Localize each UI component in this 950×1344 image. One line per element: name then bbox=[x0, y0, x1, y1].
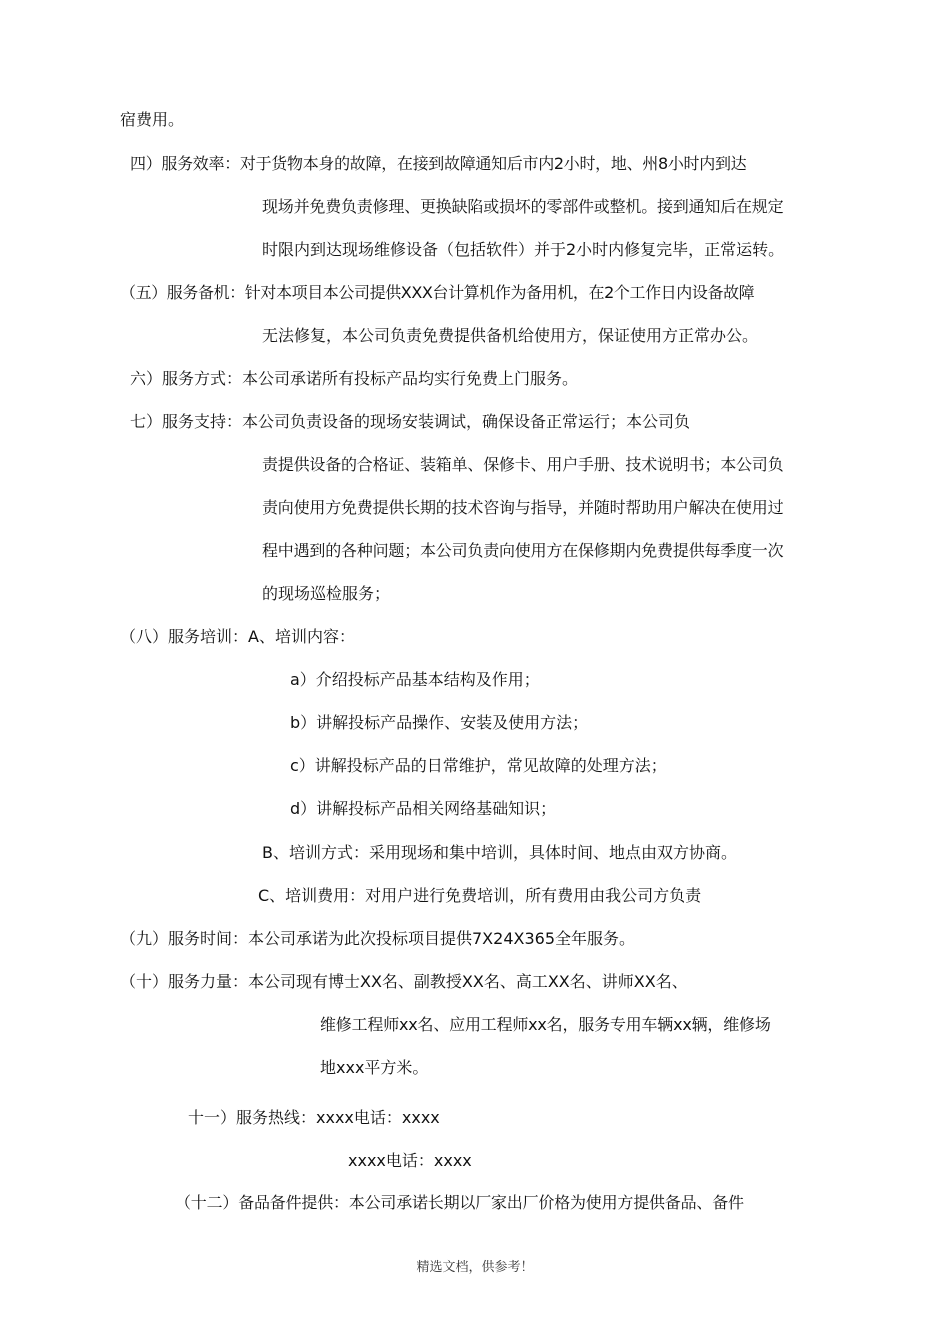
text-line-22: 维修工程师xx名、应用工程师xx名，服务专用车辆xx辆，维修场 bbox=[320, 1015, 771, 1034]
text-line-24: 十一）服务热线：xxxx电话：xxxx bbox=[188, 1108, 440, 1127]
text-line-18: B、培训方式：采用现场和集中培训，具体时间、地点由双方协商。 bbox=[262, 843, 737, 862]
text-line-25: xxxx电话：xxxx bbox=[348, 1151, 472, 1170]
text-line-2: 四）服务效率：对于货物本身的故障，在接到故障通知后市内2小时，地、州8小时内到达 bbox=[130, 154, 747, 173]
text-line-23: 地xxx平方米。 bbox=[320, 1058, 429, 1077]
text-line-6: 无法修复，本公司负责免费提供备机给使用方，保证使用方正常办公。 bbox=[262, 326, 759, 345]
text-line-5: （五）服务备机：针对本项目本公司提供XXX台计算机作为备用机，在2个工作日内设备故障 bbox=[120, 283, 755, 302]
text-line-3: 现场并免费负责修理、更换缺陷或损坏的零部件或整机。接到通知后在规定 bbox=[262, 197, 784, 216]
text-line-19: C、培训费用：对用户进行免费培训，所有费用由我公司方负责 bbox=[258, 886, 702, 905]
text-line-10: 责向使用方免费提供长期的技术咨询与指导，并随时帮助用户解决在使用过 bbox=[262, 498, 784, 517]
text-line-7: 六）服务方式：本公司承诺所有投标产品均实行免费上门服务。 bbox=[130, 369, 579, 388]
text-line-12: 的现场巡检服务； bbox=[262, 584, 391, 603]
text-line-14: a）介绍投标产品基本结构及作用； bbox=[290, 670, 540, 689]
text-line-26: （十二）备品备件提供：本公司承诺长期以厂家出厂价格为使用方提供备品、备件 bbox=[175, 1193, 744, 1212]
text-line-8: 七）服务支持：本公司负责设备的现场安装调试，确保设备正常运行；本公司负 bbox=[130, 412, 691, 431]
text-line-13: （八）服务培训：A、培训内容： bbox=[120, 627, 355, 646]
page-footer: 精选文档，供参考！ bbox=[416, 1260, 534, 1275]
text-line-17: d）讲解投标产品相关网络基础知识； bbox=[290, 799, 557, 818]
text-line-1: 宿费用。 bbox=[120, 110, 185, 129]
text-line-9: 责提供设备的合格证、装箱单、保修卡、用户手册、技术说明书；本公司负 bbox=[262, 455, 784, 474]
text-line-21: （十）服务力量：本公司现有博士XX名、副教授XX名、高工XX名、讲师XX名、 bbox=[120, 972, 688, 991]
text-line-20: （九）服务时间：本公司承诺为此次投标项目提供7X24X365全年服务。 bbox=[120, 929, 636, 948]
text-line-11: 程中遇到的各种问题；本公司负责向使用方在保修期内免费提供每季度一次 bbox=[262, 541, 784, 560]
text-line-4: 时限内到达现场维修设备（包括软件）并于2小时内修复完毕，正常运转。 bbox=[262, 240, 785, 259]
text-line-16: c）讲解投标产品的日常维护，常见故障的处理方法； bbox=[290, 756, 667, 775]
text-line-15: b）讲解投标产品操作、安装及使用方法； bbox=[290, 713, 589, 732]
